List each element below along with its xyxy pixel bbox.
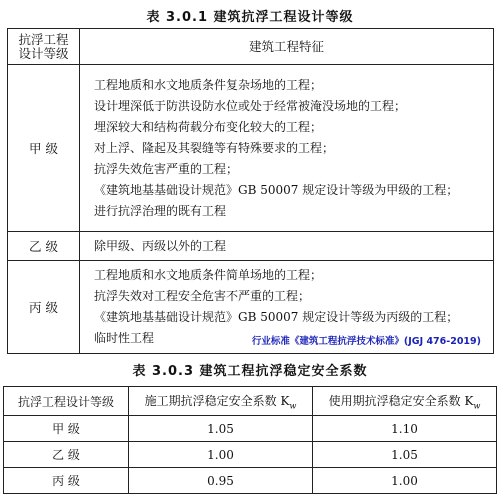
use-factor-cell: 1.10 xyxy=(313,416,497,442)
header-features: 建筑工程特征 xyxy=(80,29,494,65)
features-cell xyxy=(80,65,494,232)
table1-caption: 表 3.0.1 建筑抗浮工程设计等级 xyxy=(146,10,354,25)
use-factor-cell: 1.00 xyxy=(313,468,497,494)
design-grade-table xyxy=(7,28,494,354)
table-row xyxy=(8,65,494,232)
grade-cell: 乙 级 xyxy=(8,232,80,261)
feature-line: 《建筑地基基础设计规范》GB 50007 规定设计等级为丙级的工程； xyxy=(94,310,459,324)
features-cell xyxy=(80,261,494,354)
table-row xyxy=(4,416,497,442)
feature-line: 对上浮、隆起及其裂缝等有特殊要求的工程； xyxy=(94,140,335,155)
table-row xyxy=(8,232,494,261)
use-factor-cell: 1.05 xyxy=(313,442,497,468)
grade-cell: 甲 级 xyxy=(4,416,129,442)
source-note: 行业标准《建筑工程抗浮技术标准》(JGJ 476-2019) xyxy=(251,336,481,347)
header-use-factor: 使用期抗浮稳定安全系数 $K_w$ xyxy=(313,387,497,416)
table-header-row xyxy=(4,387,497,416)
feature-line: 抗浮失效危害严重的工程； xyxy=(94,161,239,176)
table-header-row xyxy=(8,29,494,65)
grade-cell: 丙 级 xyxy=(8,261,80,354)
header-grade: 抗浮工程设计等级 xyxy=(8,29,80,65)
header-construction-factor: 施工期抗浮稳定安全系数 $K_w$ xyxy=(129,387,313,416)
construction-factor-cell: 1.05 xyxy=(129,416,313,442)
feature-line: 设计埋深低于防洪设防水位或处于经常被淹没场地的工程； xyxy=(94,98,407,113)
table-row xyxy=(4,468,497,494)
feature-line: 进行抗浮治理的既有工程 xyxy=(94,203,227,218)
feature-line: 临时性工程 xyxy=(94,331,155,345)
feature-line: 抗浮失效对工程安全危害不严重的工程； xyxy=(94,289,311,303)
feature-line: 工程地质和水文地质条件简单场地的工程； xyxy=(94,268,323,282)
feature-line: 工程地质和水文地质条件复杂场地的工程； xyxy=(94,77,323,92)
feature-line: 除甲级、丙级以外的工程 xyxy=(94,238,227,253)
grade-cell: 乙 级 xyxy=(4,442,129,468)
subscript-w: w xyxy=(473,401,481,411)
construction-factor-cell: 0.95 xyxy=(129,468,313,494)
safety-factor-table xyxy=(3,386,497,494)
grade-cell: 甲 级 xyxy=(8,65,80,232)
header-grade: 抗浮工程设计等级 xyxy=(4,387,129,416)
table2-caption: 表 3.0.3 建筑工程抗浮稳定安全系数 xyxy=(132,364,368,379)
feature-line: 埋深较大和结构荷载分布变化较大的工程； xyxy=(94,119,323,134)
construction-factor-cell: 1.00 xyxy=(129,442,313,468)
features-cell xyxy=(80,232,494,261)
table-row xyxy=(8,261,494,354)
table-row xyxy=(4,442,497,468)
grade-cell: 丙 级 xyxy=(4,468,129,494)
feature-line: 《建筑地基基础设计规范》GB 50007 规定设计等级为甲级的工程； xyxy=(94,182,459,197)
subscript-w: w xyxy=(289,401,297,411)
